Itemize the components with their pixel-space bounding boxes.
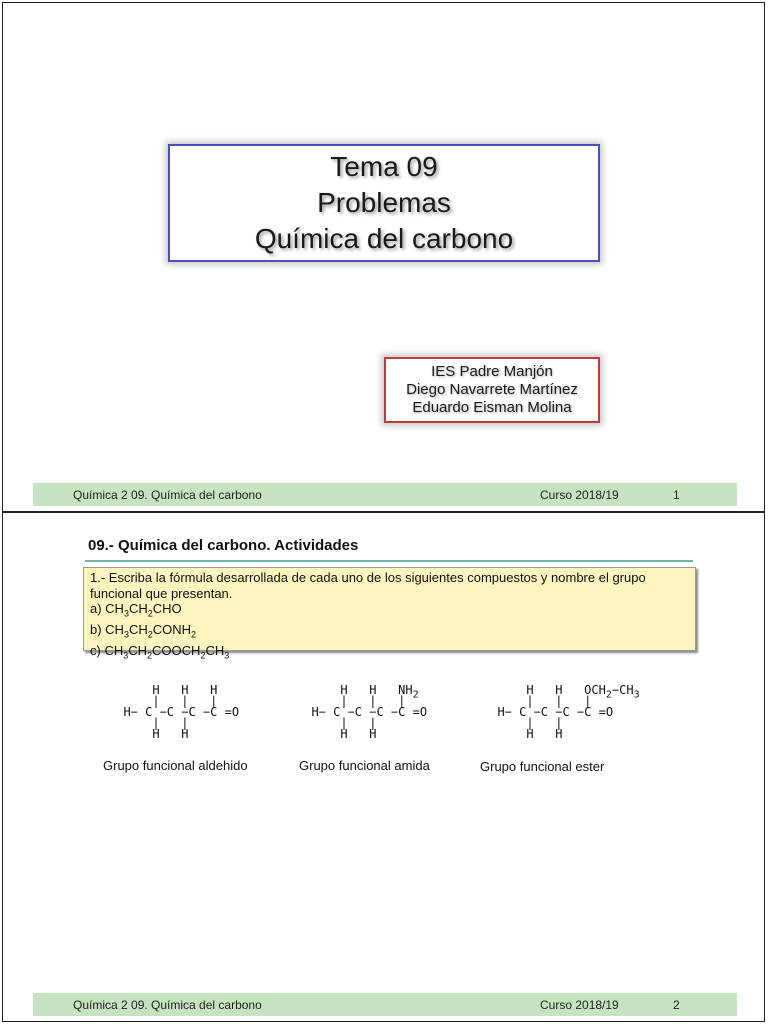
title-line-3: Química del carbono — [254, 223, 514, 254]
question-box — [83, 567, 696, 661]
footer-page-number: 1 — [673, 488, 680, 502]
footer-page-number: 2 — [673, 998, 680, 1012]
question-item-a: a) $CH_3CH_2CHO$ — [90, 601, 182, 619]
slide-footer — [33, 483, 737, 506]
question-text: 1.- Escriba la fórmula desarrollada de cada uno de los siguientes compuestos y nombre el grupo funcional que presentan. — [90, 570, 646, 601]
author-box — [384, 357, 600, 423]
caption-amide: Grupo funcional amida — [299, 758, 430, 773]
title-line-1: Tema 09 — [330, 151, 438, 182]
author-line-school: IES Padre Manjón — [431, 363, 553, 380]
amide-substituent: $NH_2$ — [398, 683, 419, 701]
caption-ester: Grupo funcional ester — [480, 759, 605, 774]
slide-1 — [2, 2, 765, 512]
slide-heading: 09.- Química del carbono. Actividades — [88, 537, 359, 554]
footer-subject: Química 2 09. Química del carbono — [73, 488, 262, 502]
caption-aldehyde: Grupo funcional aldehido — [103, 758, 248, 773]
author-line-2: Eduardo Eisman Molina — [412, 399, 572, 416]
question-item-b: b) $CH_3CH_2CONH_2$ — [90, 622, 197, 640]
question-item-c: c) $CH_3CH_2COOCH_2CH_3$ — [90, 643, 230, 661]
footer-course: Curso 2018/19 — [540, 488, 619, 502]
title-box — [168, 144, 600, 262]
slide-footer — [33, 993, 737, 1016]
heading-rule — [85, 560, 693, 562]
footer-course: Curso 2018/19 — [540, 998, 619, 1012]
ester-substituent: $OCH_2-CH_3$ — [584, 683, 640, 701]
slide-2: 09.- Química del carbono. Actividades 1.- Escriba la fórmula desarrollada de cada uno de los siguientes compuestos y nombre el grupo funcional que presentan. a) $CH_3CH_2CHO$ b) $CH_3CH_2CONH_2$ c) $CH_3CH_2COOCH_2CH_3$ H H H | | | H− C −C −C −C =O | | H H Grupo funcional aldehido H H $NH_2$ | | | H− C −C −C −C =O | | H H Grupo funcional amida H H $OCH_2-CH_3$ | | | H− C −C −C −C =O | | H H Grupo funcional ester Química 2 09. Química del carbono Curso 2018/19 2 — [2, 512, 765, 1022]
author-line-1: Diego Navarrete Martínez — [406, 381, 578, 398]
title-line-2: Problemas — [317, 187, 451, 218]
footer-subject: Química 2 09. Química del carbono — [73, 998, 262, 1012]
